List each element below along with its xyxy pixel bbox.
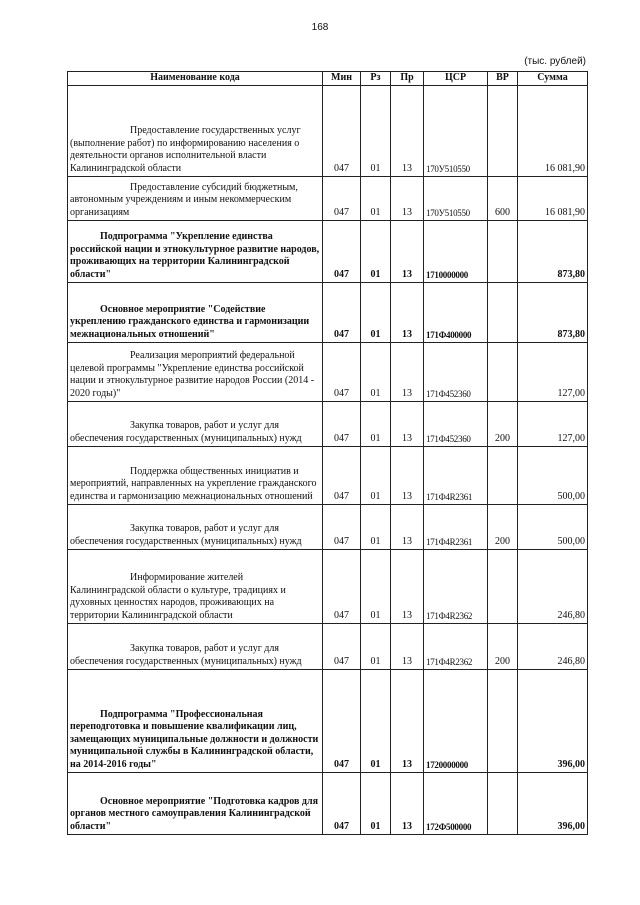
table-row (68, 402, 588, 447)
row-sum: 873,80 (518, 283, 588, 343)
row-min: 047 (323, 624, 361, 670)
row-min: 047 (323, 402, 361, 447)
table-header-row (68, 72, 588, 86)
row-min: 047 (323, 177, 361, 221)
table-row (68, 550, 588, 624)
row-csr: 1720000000 (424, 670, 488, 773)
row-min: 047 (323, 86, 361, 177)
header-pr: Пр (391, 72, 424, 86)
row-csr: 171Ф452360 (424, 402, 488, 447)
row-min: 047 (323, 550, 361, 624)
row-vr: 200 (488, 402, 518, 447)
row-rz: 01 (361, 670, 391, 773)
row-rz: 01 (361, 283, 391, 343)
row-sum: 396,00 (518, 670, 588, 773)
row-rz: 01 (361, 505, 391, 550)
row-rz: 01 (361, 343, 391, 402)
row-rz: 01 (361, 86, 391, 177)
row-vr (488, 550, 518, 624)
row-csr: 171Ф4R2361 (424, 505, 488, 550)
table-row (68, 177, 588, 221)
row-pr: 13 (391, 221, 424, 283)
table-row (68, 773, 588, 835)
row-vr (488, 283, 518, 343)
row-sum: 246,80 (518, 624, 588, 670)
table-row (68, 221, 588, 283)
row-rz: 01 (361, 447, 391, 505)
row-name: Поддержка общественных инициатив и мероприятий, направленных на укрепление гражданского единства и гармонизацию межнациональных отношений (68, 447, 323, 505)
row-csr: 171Ф4R2361 (424, 447, 488, 505)
row-vr (488, 221, 518, 283)
row-csr: 171Ф400000 (424, 283, 488, 343)
row-name: Предоставление государственных услуг (выполнение работ) по информированию населения о деятельности органов исполнительной власти Калининградской области (68, 86, 323, 177)
row-pr: 13 (391, 624, 424, 670)
row-name: Реализация мероприятий федеральной целевой программы "Укрепление единства российской нации и этнокультурное развитие народов России (2014 - 2020 годы)" (68, 343, 323, 402)
row-vr (488, 773, 518, 835)
row-csr: 171Ф4R2362 (424, 624, 488, 670)
units-label: (тыс. рублей) (524, 56, 586, 67)
row-csr: 171Ф4R2362 (424, 550, 488, 624)
row-sum: 500,00 (518, 447, 588, 505)
row-name: Основное мероприятие "Подготовка кадров для органов местного самоуправления Калининградской области" (68, 773, 323, 835)
row-sum: 396,00 (518, 773, 588, 835)
row-pr: 13 (391, 283, 424, 343)
row-name: Закупка товаров, работ и услуг для обеспечения государственных (муниципальных) нужд (68, 402, 323, 447)
row-csr: 172Ф500000 (424, 773, 488, 835)
row-pr: 13 (391, 670, 424, 773)
row-pr: 13 (391, 505, 424, 550)
row-name: Основное мероприятие "Содействие укреплению гражданского единства и гармонизации межнациональных отношений" (68, 283, 323, 343)
row-sum: 500,00 (518, 505, 588, 550)
row-pr: 13 (391, 550, 424, 624)
row-pr: 13 (391, 86, 424, 177)
header-sum: Сумма (518, 72, 588, 86)
budget-table (67, 71, 588, 835)
row-min: 047 (323, 283, 361, 343)
row-vr (488, 670, 518, 773)
row-vr: 200 (488, 624, 518, 670)
row-vr (488, 343, 518, 402)
row-min: 047 (323, 773, 361, 835)
row-rz: 01 (361, 402, 391, 447)
row-pr: 13 (391, 343, 424, 402)
row-csr: 171Ф452360 (424, 343, 488, 402)
row-min: 047 (323, 343, 361, 402)
row-vr: 600 (488, 177, 518, 221)
header-name: Наименование кода (68, 72, 323, 86)
row-rz: 01 (361, 624, 391, 670)
row-vr (488, 86, 518, 177)
row-vr: 200 (488, 505, 518, 550)
table-row (68, 343, 588, 402)
row-min: 047 (323, 670, 361, 773)
row-vr (488, 447, 518, 505)
row-pr: 13 (391, 177, 424, 221)
row-csr: 170У510550 (424, 86, 488, 177)
header-rz: Рз (361, 72, 391, 86)
row-pr: 13 (391, 402, 424, 447)
row-sum: 16 081,90 (518, 177, 588, 221)
table-row (68, 283, 588, 343)
table-row (68, 86, 588, 177)
row-pr: 13 (391, 773, 424, 835)
row-csr: 170У510550 (424, 177, 488, 221)
row-name: Подпрограмма "Профессиональная переподготовка и повышение квалификации лиц, замещающих муниципальные должности и должности муниципальной службы в Калининградской области, на 2014-2016 годы" (68, 670, 323, 773)
page-number: 168 (311, 22, 329, 33)
row-rz: 01 (361, 177, 391, 221)
row-name: Подпрограмма "Укрепление единства российской нации и этнокультурное развитие народов, проживающих на территории Калининградской области" (68, 221, 323, 283)
row-min: 047 (323, 221, 361, 283)
table-row (68, 505, 588, 550)
row-name: Информирование жителей Калининградской области о культуре, традициях и духовных ценностях народов, проживающих на территории Калининградской области (68, 550, 323, 624)
table-row (68, 624, 588, 670)
row-rz: 01 (361, 550, 391, 624)
row-sum: 127,00 (518, 402, 588, 447)
table-row (68, 670, 588, 773)
row-rz: 01 (361, 221, 391, 283)
row-rz: 01 (361, 773, 391, 835)
header-min: Мин (323, 72, 361, 86)
row-min: 047 (323, 447, 361, 505)
row-name: Предоставление субсидий бюджетным, автономным учреждениям и иным некоммерческим организациям (68, 177, 323, 221)
row-csr: 1710000000 (424, 221, 488, 283)
header-csr: ЦСР (424, 72, 488, 86)
row-sum: 127,00 (518, 343, 588, 402)
row-pr: 13 (391, 447, 424, 505)
row-sum: 16 081,90 (518, 86, 588, 177)
header-vr: ВР (488, 72, 518, 86)
table-row (68, 447, 588, 505)
row-min: 047 (323, 505, 361, 550)
row-name: Закупка товаров, работ и услуг для обеспечения государственных (муниципальных) нужд (68, 624, 323, 670)
row-sum: 873,80 (518, 221, 588, 283)
row-sum: 246,80 (518, 550, 588, 624)
row-name: Закупка товаров, работ и услуг для обеспечения государственных (муниципальных) нужд (68, 505, 323, 550)
